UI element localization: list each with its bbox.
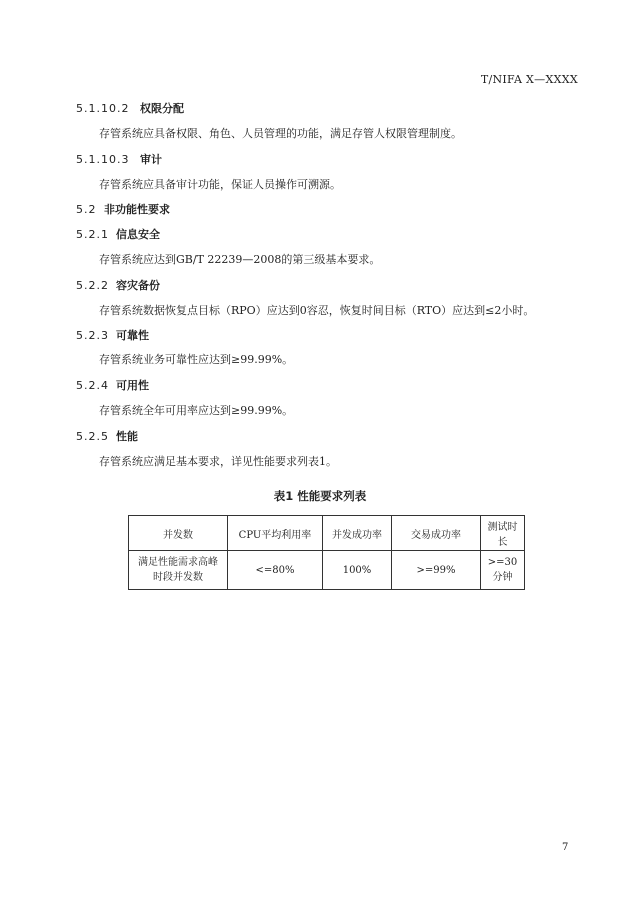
table-header-cell: 并发数 bbox=[129, 516, 228, 551]
section-title: 容灾备份 bbox=[116, 279, 160, 292]
section-heading-5-2-5 bbox=[76, 428, 640, 444]
paragraph: 存管系统应具备审计功能，保证人员操作可溯源。 bbox=[99, 178, 341, 191]
section-title: 非功能性要求 bbox=[104, 203, 170, 216]
section-title: 权限分配 bbox=[140, 102, 184, 115]
section-number: 5.2 bbox=[76, 203, 97, 216]
table-cell: 100% bbox=[323, 551, 392, 590]
table-cell: 满足性能需求高峰时段并发数 bbox=[129, 551, 228, 590]
paragraph: 存管系统业务可靠性应达到≥99.99%。 bbox=[99, 353, 294, 366]
section-heading-5-1-10-3 bbox=[76, 151, 640, 167]
table-header-row bbox=[129, 516, 525, 551]
section-title: 信息安全 bbox=[116, 228, 160, 241]
section-title: 审计 bbox=[140, 153, 162, 166]
section-number: 5.2.4 bbox=[76, 379, 109, 392]
table-cell: >=99% bbox=[392, 551, 481, 590]
table-header-cell: 并发成功率 bbox=[323, 516, 392, 551]
table-header-cell: CPU平均利用率 bbox=[228, 516, 323, 551]
table-row bbox=[129, 551, 525, 590]
paragraph: 存管系统应满足基本要求，详见性能要求列表1。 bbox=[99, 455, 337, 468]
document-code: T/NIFA X—XXXX bbox=[480, 73, 578, 86]
section-heading-5-2 bbox=[76, 201, 640, 217]
section-heading-5-2-3 bbox=[76, 327, 640, 343]
section-number: 5.1.10.3 bbox=[76, 153, 130, 166]
table-caption: 表1 性能要求列表 bbox=[273, 489, 367, 503]
section-title: 性能 bbox=[116, 430, 138, 443]
paragraph: 存管系统应达到GB/T 22239—2008的第三级基本要求。 bbox=[99, 253, 381, 266]
section-heading-5-1-10-2 bbox=[76, 100, 640, 116]
section-heading-5-2-1 bbox=[76, 226, 640, 242]
section-number: 5.2.1 bbox=[76, 228, 109, 241]
section-title: 可用性 bbox=[116, 379, 149, 392]
paragraph: 存管系统数据恢复点目标（RPO）应达到0容忍，恢复时间目标（RTO）应达到≤2小时。 bbox=[99, 304, 535, 317]
table-header-cell: 交易成功率 bbox=[392, 516, 481, 551]
page-number: 7 bbox=[562, 842, 569, 853]
paragraph: 存管系统应具备权限、角色、人员管理的功能，满足存管人权限管理制度。 bbox=[99, 127, 462, 140]
table-cell: <=80% bbox=[228, 551, 323, 590]
section-title: 可靠性 bbox=[116, 329, 149, 342]
paragraph: 存管系统全年可用率应达到≥99.99%。 bbox=[99, 404, 294, 417]
section-heading-5-2-2 bbox=[76, 277, 640, 293]
section-heading-5-2-4 bbox=[76, 377, 640, 393]
section-number: 5.2.5 bbox=[76, 430, 109, 443]
table-cell: >=30分钟 bbox=[481, 551, 525, 590]
section-number: 5.2.3 bbox=[76, 329, 109, 342]
performance-requirements-table bbox=[128, 515, 525, 590]
table-header-cell: 测试时长 bbox=[481, 516, 525, 551]
section-number: 5.2.2 bbox=[76, 279, 109, 292]
section-number: 5.1.10.2 bbox=[76, 102, 130, 115]
